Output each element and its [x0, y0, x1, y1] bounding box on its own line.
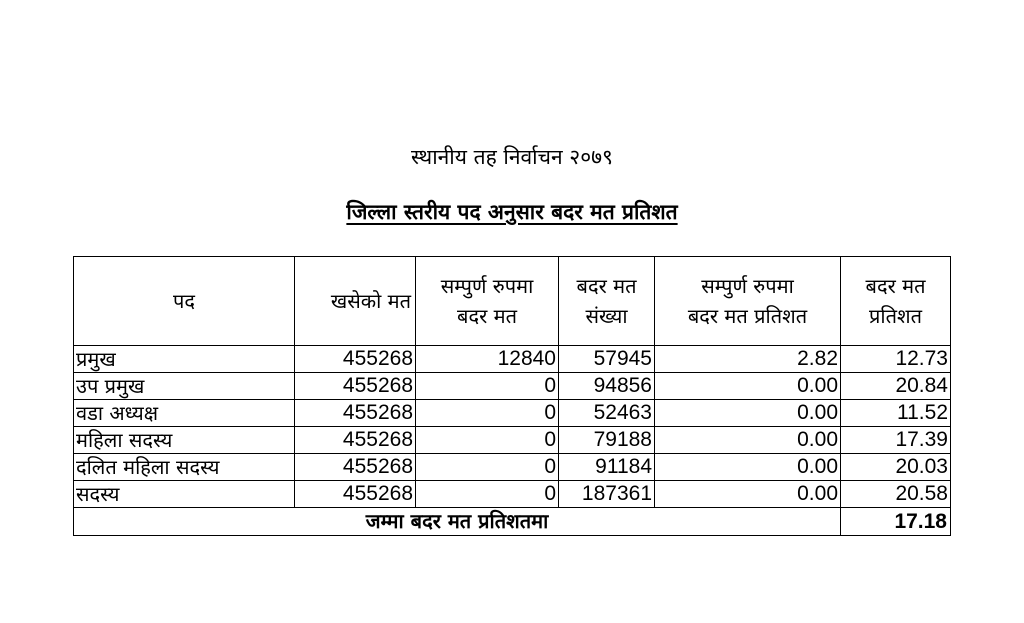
cell-invalid-pct: 17.39: [841, 427, 951, 454]
total-row: [74, 508, 951, 536]
cell-post: दलित महिला सदस्य: [74, 454, 295, 481]
header-invalid-count-line2: संख्या: [585, 304, 628, 328]
cell-invalid-count: 52463: [559, 400, 655, 427]
cell-fully-invalid: 0: [416, 427, 559, 454]
table-body: [74, 346, 951, 536]
table-row: [74, 400, 951, 427]
cell-invalid-pct: 20.84: [841, 373, 951, 400]
cell-invalid-count: 57945: [559, 346, 655, 373]
table-row: [74, 373, 951, 400]
document-subtitle: [0, 198, 1024, 226]
cell-invalid-pct: 11.52: [841, 400, 951, 427]
cell-fully-invalid: 0: [416, 400, 559, 427]
header-fully-invalid-pct-line2: बदर मत प्रतिशत: [687, 304, 808, 328]
cell-post: प्रमुख: [74, 346, 295, 373]
cell-votes-cast: 455268: [295, 481, 416, 508]
header-fully-invalid-pct-line1: सम्पुर्ण रुपमा: [701, 274, 794, 298]
cell-votes-cast: 455268: [295, 373, 416, 400]
cell-post: सदस्य: [74, 481, 295, 508]
cell-fully-invalid-pct: 0.00: [655, 427, 841, 454]
cell-fully-invalid-pct: 0.00: [655, 481, 841, 508]
cell-invalid-count: 187361: [559, 481, 655, 508]
cell-invalid-pct: 20.03: [841, 454, 951, 481]
header-post-line1: पद: [173, 289, 195, 313]
header-fully-invalid-pct: [655, 257, 841, 346]
cell-invalid-pct: 20.58: [841, 481, 951, 508]
total-label: जम्मा बदर मत प्रतिशतमा: [74, 508, 841, 536]
header-fully-invalid-line2: बदर मत: [457, 304, 517, 328]
cell-post: उप प्रमुख: [74, 373, 295, 400]
cell-invalid-count: 94856: [559, 373, 655, 400]
header-row: [74, 257, 951, 346]
cell-fully-invalid: 0: [416, 454, 559, 481]
table-row: [74, 427, 951, 454]
cell-fully-invalid-pct: 0.00: [655, 373, 841, 400]
cell-votes-cast: 455268: [295, 400, 416, 427]
document-title: स्थानीय तह निर्वाचन २०७९: [411, 145, 613, 169]
header-invalid-pct-line1: बदर मत: [865, 274, 926, 298]
cell-invalid-count: 91184: [559, 454, 655, 481]
header-post: [74, 257, 295, 346]
header-invalid-count: [559, 257, 655, 346]
total-value: 17.18: [841, 508, 951, 536]
header-votes-cast: [295, 257, 416, 346]
header-invalid-pct-line2: प्रतिशत: [869, 304, 922, 328]
cell-fully-invalid: 0: [416, 481, 559, 508]
invalid-vote-table: [73, 256, 951, 536]
cell-fully-invalid-pct: 0.00: [655, 454, 841, 481]
cell-fully-invalid-pct: 2.82: [655, 346, 841, 373]
cell-fully-invalid-pct: 0.00: [655, 400, 841, 427]
table-header: [74, 257, 951, 346]
cell-post: वडा अध्यक्ष: [74, 400, 295, 427]
cell-votes-cast: 455268: [295, 454, 416, 481]
cell-votes-cast: 455268: [295, 346, 416, 373]
cell-invalid-pct: 12.73: [841, 346, 951, 373]
cell-fully-invalid: 12840: [416, 346, 559, 373]
header-invalid-pct: [841, 257, 951, 346]
cell-post: महिला सदस्य: [74, 427, 295, 454]
header-fully-invalid-line1: सम्पुर्ण रुपमा: [440, 274, 534, 298]
table-row: [74, 454, 951, 481]
cell-fully-invalid: 0: [416, 373, 559, 400]
cell-votes-cast: 455268: [295, 427, 416, 454]
document-subtitle-text: जिल्ला स्तरीय पद अनुसार बदर मत प्रतिशत: [346, 200, 678, 224]
header-fully-invalid: [416, 257, 559, 346]
header-invalid-count-line1: बदर मत: [576, 274, 637, 298]
table-row: [74, 346, 951, 373]
header-votes-cast-line1: खसेको मत: [330, 289, 411, 313]
cell-invalid-count: 79188: [559, 427, 655, 454]
table-row: [74, 481, 951, 508]
